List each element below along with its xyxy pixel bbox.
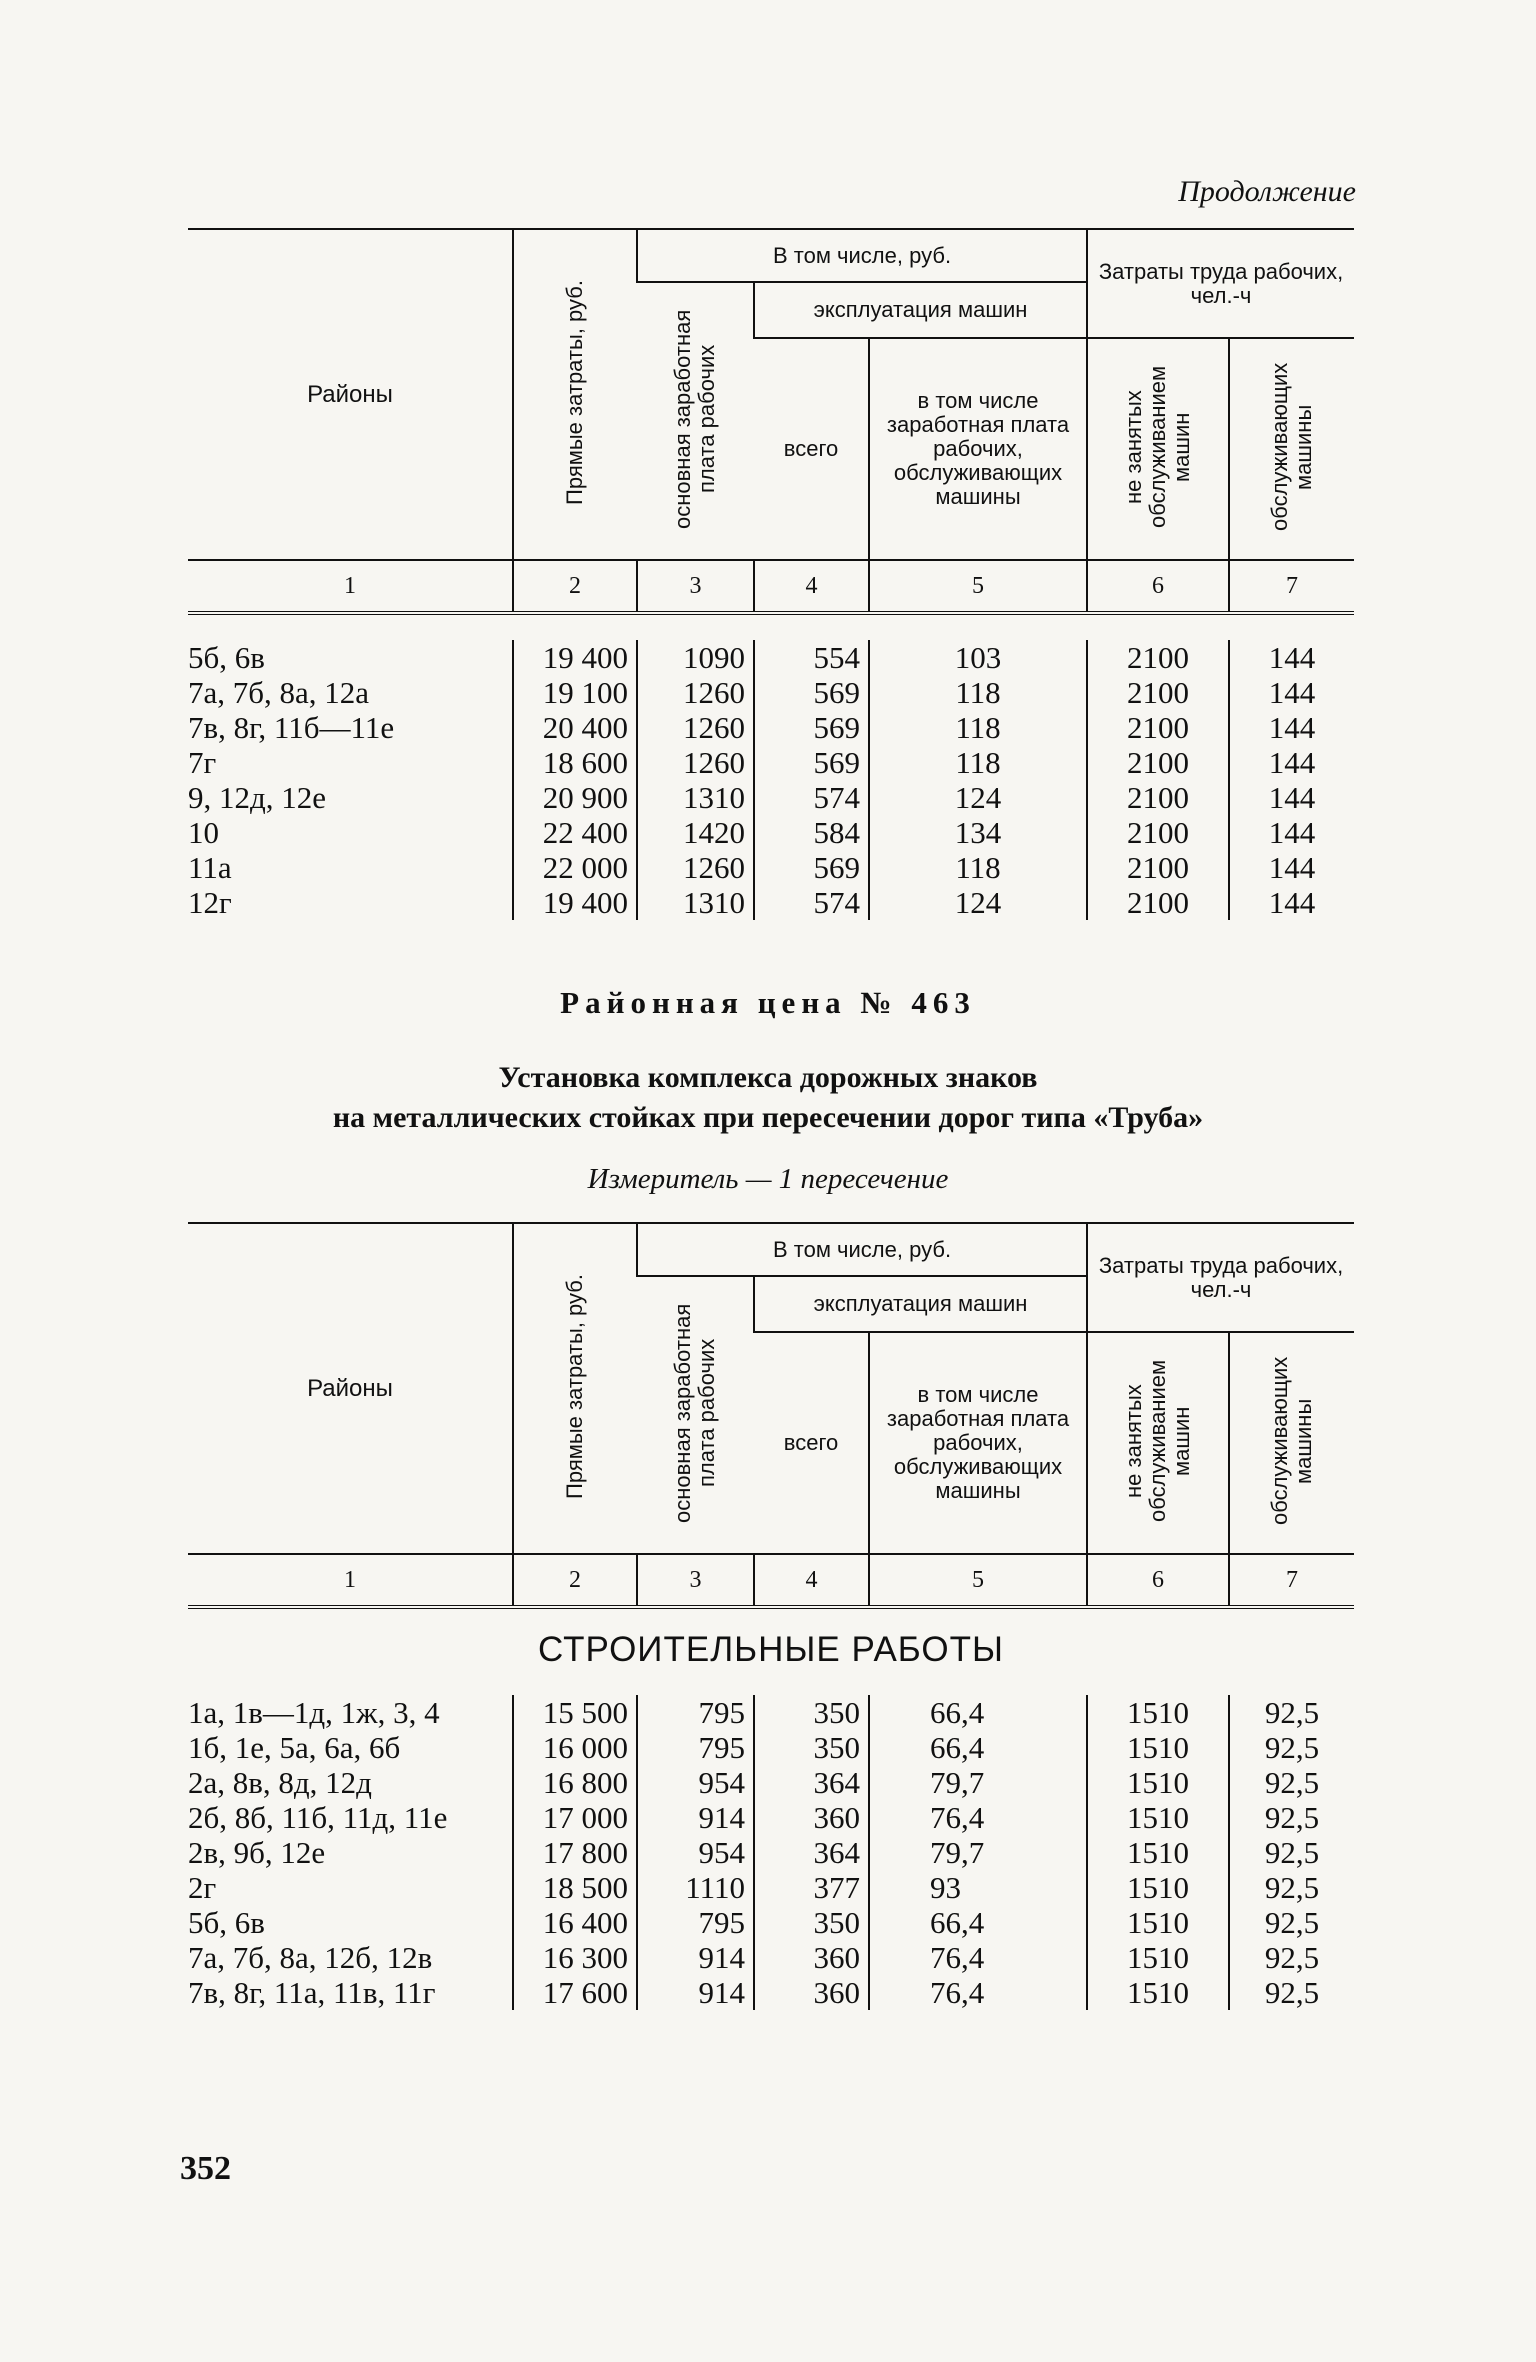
machine-labor-cell: 92,5 [1229, 1870, 1354, 1905]
machine-total-cell: 574 [754, 885, 869, 920]
machine-wage-cell: 118 [869, 745, 1087, 780]
col-num-2: 2 [513, 1554, 637, 1605]
machine-labor-cell: 92,5 [1229, 1940, 1354, 1975]
labor-cell: 1510 [1087, 1800, 1229, 1835]
labor-cell: 1510 [1087, 1835, 1229, 1870]
table2-body [188, 1695, 1354, 2010]
direct-costs-cell: 16 400 [513, 1905, 637, 1940]
labor-costs-header: Затраты труда рабочих, чел.-ч [1087, 1224, 1354, 1332]
district-cell: 7в, 8г, 11б—11е [188, 710, 395, 745]
direct-costs-cell: 15 500 [513, 1695, 637, 1730]
base-wage-cell: 795 [637, 1695, 754, 1730]
base-wage-cell: 1260 [637, 850, 754, 885]
machine-labor-cell: 144 [1229, 885, 1354, 920]
table-row [188, 780, 1354, 815]
machine-total-cell: 364 [754, 1765, 869, 1800]
district-cell: 2г [188, 1870, 217, 1905]
base-wage-cell: 954 [637, 1765, 754, 1800]
direct-costs-header: Прямые затраты, руб. [513, 230, 637, 560]
base-wage-cell: 1260 [637, 675, 754, 710]
col-num-4: 4 [754, 560, 869, 611]
labor-cell: 1510 [1087, 1940, 1229, 1975]
direct-costs-cell: 20 900 [513, 780, 637, 815]
machine-labor-cell: 144 [1229, 675, 1354, 710]
col-num-4: 4 [754, 1554, 869, 1605]
not-machine-workers-header: не занятых обслуживанием машин [1087, 1332, 1229, 1554]
direct-costs-cell: 16 000 [513, 1730, 637, 1765]
district-cell: 10 [188, 815, 219, 850]
machine-wage-cell: 134 [869, 815, 1087, 850]
table-row [188, 640, 1354, 675]
col-num-5: 5 [869, 560, 1087, 611]
machine-labor-cell: 144 [1229, 640, 1354, 675]
machine-total-cell: 350 [754, 1905, 869, 1940]
table-row [188, 745, 1354, 780]
machine-total-cell: 569 [754, 675, 869, 710]
table1-header [188, 228, 1354, 615]
labor-cell: 2100 [1087, 675, 1229, 710]
col-num-7: 7 [1229, 560, 1354, 611]
direct-costs-cell: 17 800 [513, 1835, 637, 1870]
base-wage-cell: 914 [637, 1940, 754, 1975]
table-row [188, 675, 1354, 710]
direct-costs-cell: 22 000 [513, 850, 637, 885]
direct-costs-cell: 20 400 [513, 710, 637, 745]
direct-costs-header: Прямые затраты, руб. [513, 1224, 637, 1554]
col-num-3: 3 [637, 1554, 754, 1605]
direct-costs-cell: 16 800 [513, 1765, 637, 1800]
labor-cell: 1510 [1087, 1765, 1229, 1800]
district-cell: 9, 12д, 12е [188, 780, 327, 815]
direct-costs-cell: 19 400 [513, 640, 637, 675]
machine-labor-cell: 144 [1229, 745, 1354, 780]
machine-operation-header: эксплуатация машин [754, 282, 1087, 338]
table-row [188, 1975, 1354, 2010]
machine-labor-cell: 144 [1229, 710, 1354, 745]
machine-wage-cell: 124 [869, 885, 1087, 920]
table-row [188, 885, 1354, 920]
col-num-1: 1 [344, 1567, 356, 1593]
machine-labor-cell: 92,5 [1229, 1695, 1354, 1730]
col-num-7: 7 [1229, 1554, 1354, 1605]
direct-costs-cell: 22 400 [513, 815, 637, 850]
base-wage-cell: 1260 [637, 710, 754, 745]
col-num-6: 6 [1087, 560, 1229, 611]
labor-cell: 2100 [1087, 780, 1229, 815]
direct-costs-cell: 19 400 [513, 885, 637, 920]
machine-total-cell: 377 [754, 1870, 869, 1905]
direct-costs-cell: 17 600 [513, 1975, 637, 2010]
district-cell: 5б, 6в [188, 1905, 265, 1940]
district-cell: 7г [188, 745, 217, 780]
price-title: Районная цена № 463 [560, 985, 976, 1020]
labor-cell: 1510 [1087, 1730, 1229, 1765]
machine-wage-cell: 118 [869, 850, 1087, 885]
direct-costs-cell: 18 500 [513, 1870, 637, 1905]
table-row [188, 850, 1354, 885]
machine-total-cell: 554 [754, 640, 869, 675]
measure-label: Измеритель — 1 пересечение [587, 1163, 949, 1195]
machine-labor-cell: 92,5 [1229, 1800, 1354, 1835]
machine-wage-header: в том числе заработная плата рабочих, обслуживающих машины [869, 338, 1087, 560]
labor-cell: 2100 [1087, 745, 1229, 780]
machine-wage-cell: 76,4 [869, 1975, 1087, 2010]
table-row [188, 710, 1354, 745]
base-wage-cell: 914 [637, 1975, 754, 2010]
machine-total-header: всего [754, 338, 869, 560]
base-wage-header: основная заработная плата рабочих [637, 282, 754, 560]
base-wage-cell: 1310 [637, 885, 754, 920]
labor-cell: 2100 [1087, 710, 1229, 745]
including-header: В том числе, руб. [637, 1224, 1087, 1276]
machine-labor-cell: 92,5 [1229, 1975, 1354, 2010]
machine-labor-cell: 92,5 [1229, 1765, 1354, 1800]
including-header: В том числе, руб. [637, 230, 1087, 282]
direct-costs-cell: 16 300 [513, 1940, 637, 1975]
labor-cell: 2100 [1087, 850, 1229, 885]
machine-wage-cell: 66,4 [869, 1695, 1087, 1730]
labor-cell: 1510 [1087, 1905, 1229, 1940]
col-num-3: 3 [637, 560, 754, 611]
labor-cell: 1510 [1087, 1695, 1229, 1730]
base-wage-cell: 1420 [637, 815, 754, 850]
col-num-2: 2 [513, 560, 637, 611]
machine-wage-cell: 66,4 [869, 1730, 1087, 1765]
table-row [188, 1800, 1354, 1835]
table2-header [188, 1222, 1354, 1609]
base-wage-cell: 1110 [637, 1870, 754, 1905]
machine-labor-cell: 92,5 [1229, 1905, 1354, 1940]
labor-cell: 1510 [1087, 1870, 1229, 1905]
direct-costs-cell: 18 600 [513, 745, 637, 780]
col-num-1: 1 [344, 573, 356, 599]
machine-wage-cell: 76,4 [869, 1800, 1087, 1835]
table-row [188, 1940, 1354, 1975]
base-wage-cell: 914 [637, 1800, 754, 1835]
table-row [188, 1905, 1354, 1940]
machine-wage-cell: 103 [869, 640, 1087, 675]
table-row [188, 1730, 1354, 1765]
district-cell: 2а, 8в, 8д, 12д [188, 1765, 372, 1800]
table1-body [188, 640, 1354, 920]
base-wage-cell: 795 [637, 1905, 754, 1940]
machine-operation-header: эксплуатация машин [754, 1276, 1087, 1332]
base-wage-cell: 1260 [637, 745, 754, 780]
machine-wage-cell: 93 [869, 1870, 1087, 1905]
machine-total-header: всего [754, 1332, 869, 1554]
machine-wage-cell: 118 [869, 710, 1087, 745]
machine-total-cell: 584 [754, 815, 869, 850]
labor-cell: 1510 [1087, 1975, 1229, 2010]
work-title-line1: Установка комплекса дорожных знаков [498, 1061, 1038, 1094]
machine-wage-cell: 66,4 [869, 1905, 1087, 1940]
machine-total-cell: 350 [754, 1695, 869, 1730]
district-cell: 7в, 8г, 11а, 11в, 11г [188, 1975, 436, 2010]
district-cell: 1б, 1е, 5а, 6а, 6б [188, 1730, 401, 1765]
base-wage-cell: 954 [637, 1835, 754, 1870]
machine-total-cell: 360 [754, 1975, 869, 2010]
machine-total-cell: 360 [754, 1940, 869, 1975]
base-wage-cell: 1090 [637, 640, 754, 675]
districts-header: Районы [188, 1224, 513, 1554]
machine-total-cell: 360 [754, 1800, 869, 1835]
col-num-6: 6 [1087, 1554, 1229, 1605]
page-number: 352 [180, 2150, 231, 2187]
district-cell: 2в, 9б, 12е [188, 1835, 326, 1870]
table-row [188, 1870, 1354, 1905]
machine-labor-cell: 144 [1229, 780, 1354, 815]
base-wage-cell: 1310 [637, 780, 754, 815]
machine-total-cell: 569 [754, 850, 869, 885]
district-cell: 12г [188, 885, 232, 920]
district-cell: 2б, 8б, 11б, 11д, 11е [188, 1800, 448, 1835]
machine-wage-cell: 118 [869, 675, 1087, 710]
labor-cell: 2100 [1087, 885, 1229, 920]
machine-total-cell: 569 [754, 745, 869, 780]
labor-cell: 2100 [1087, 640, 1229, 675]
machine-total-cell: 574 [754, 780, 869, 815]
work-title [0, 1058, 1536, 1138]
table-row [188, 815, 1354, 850]
machine-wage-header: в том числе заработная плата рабочих, обслуживающих машины [869, 1332, 1087, 1554]
district-cell: 11а [188, 850, 232, 885]
district-cell: 7а, 7б, 8а, 12а [188, 675, 370, 710]
districts-header: Районы [188, 230, 513, 560]
labor-cell: 2100 [1087, 815, 1229, 850]
machine-total-cell: 569 [754, 710, 869, 745]
section-title: СТРОИТЕЛЬНЫЕ РАБОТЫ [538, 1630, 1004, 1669]
district-cell: 7а, 7б, 8а, 12б, 12в [188, 1940, 433, 1975]
direct-costs-cell: 17 000 [513, 1800, 637, 1835]
machine-total-cell: 350 [754, 1730, 869, 1765]
machine-total-cell: 364 [754, 1835, 869, 1870]
machine-wage-cell: 79,7 [869, 1765, 1087, 1800]
work-title-line2: на металлических стойках при пересечении дорог типа «Труба» [332, 1101, 1204, 1134]
base-wage-cell: 795 [637, 1730, 754, 1765]
machine-workers-header: обслуживающих машины [1229, 338, 1354, 560]
table-row [188, 1695, 1354, 1730]
labor-costs-header: Затраты труда рабочих, чел.-ч [1087, 230, 1354, 338]
base-wage-header: основная заработная плата рабочих [637, 1276, 754, 1554]
continued-label: Продолжение [1178, 175, 1356, 208]
not-machine-workers-header: не занятых обслуживанием машин [1087, 338, 1229, 560]
table-row [188, 1765, 1354, 1800]
district-cell: 1а, 1в—1д, 1ж, 3, 4 [188, 1695, 440, 1730]
machine-workers-header: обслуживающих машины [1229, 1332, 1354, 1554]
table-row [188, 1835, 1354, 1870]
machine-labor-cell: 144 [1229, 850, 1354, 885]
district-cell: 5б, 6в [188, 640, 265, 675]
machine-wage-cell: 124 [869, 780, 1087, 815]
machine-labor-cell: 92,5 [1229, 1835, 1354, 1870]
machine-labor-cell: 144 [1229, 815, 1354, 850]
col-num-5: 5 [869, 1554, 1087, 1605]
machine-wage-cell: 79,7 [869, 1835, 1087, 1870]
direct-costs-cell: 19 100 [513, 675, 637, 710]
machine-labor-cell: 92,5 [1229, 1730, 1354, 1765]
machine-wage-cell: 76,4 [869, 1940, 1087, 1975]
